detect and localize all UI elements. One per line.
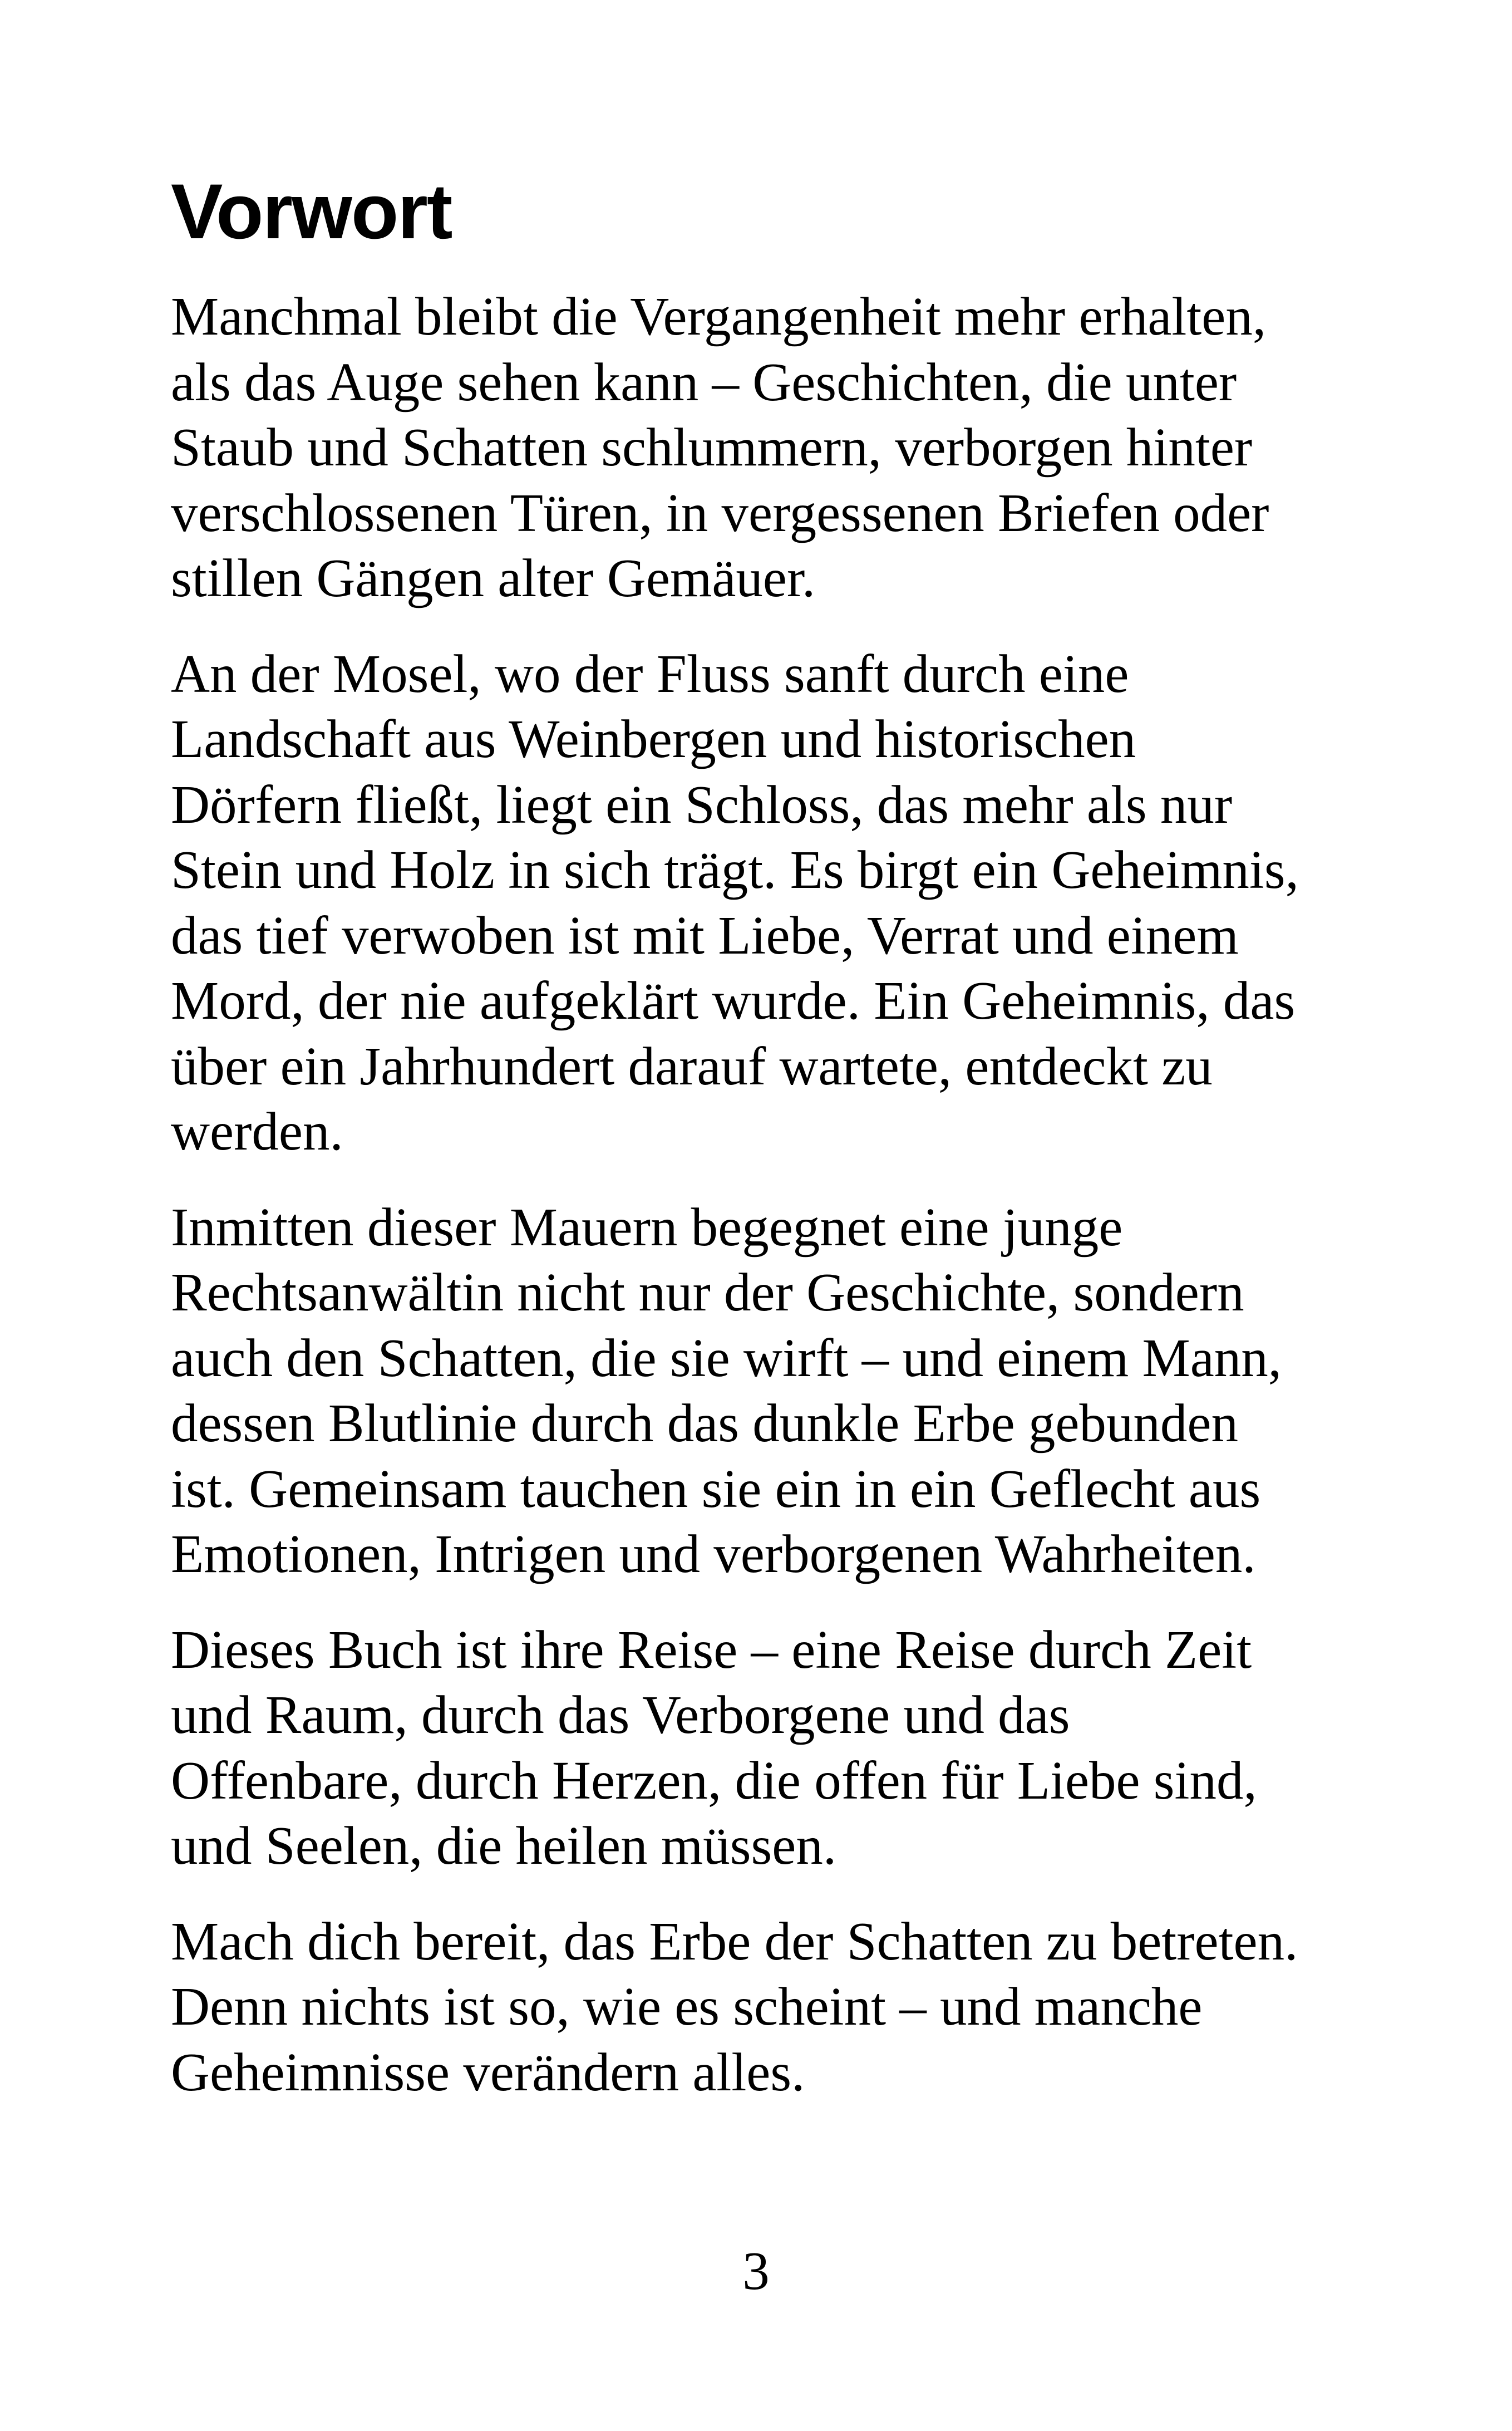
text-line: Dieses Buch ist ihre Reise – eine Reise durch Zeit	[171, 1619, 1252, 1679]
paragraph-3	[171, 1195, 1395, 1587]
text-line: auch den Schatten, die sie wirft – und einem Mann,	[171, 1328, 1282, 1388]
text-line: stillen Gängen alter Gemäuer.	[171, 548, 816, 608]
text-line: verschlossenen Türen, in vergessenen Briefen oder	[171, 483, 1269, 543]
text-line: Staub und Schatten schlummern, verborgen hinter	[171, 418, 1253, 477]
text-line: Stein und Holz in sich trägt. Es birgt ein Geheimnis,	[171, 840, 1299, 900]
chapter-heading: Vorwort	[171, 168, 452, 255]
text-line: ist. Gemeinsam tauchen sie ein in ein Geflecht aus	[171, 1458, 1261, 1519]
text-line: Geheimnisse verändern alles.	[171, 2042, 805, 2102]
text-line: An der Mosel, wo der Fluss sanft durch eine	[171, 644, 1129, 704]
text-line: Manchmal bleibt die Vergangenheit mehr erhalten,	[171, 287, 1267, 346]
text-line: Landschaft aus Weinbergen und historischen	[171, 709, 1136, 769]
text-line: dessen Blutlinie durch das dunkle Erbe gebunden	[171, 1393, 1238, 1453]
text-line: Mord, der nie aufgeklärt wurde. Ein Geheimnis, das	[171, 971, 1296, 1030]
text-line: Dörfern fließt, liegt ein Schloss, das mehr als nur	[171, 774, 1233, 834]
paragraph-1	[171, 284, 1395, 611]
paragraph-5	[171, 1909, 1395, 2105]
paragraph-2	[171, 641, 1395, 1165]
text-line: und Raum, durch das Verborgene und das	[171, 1685, 1070, 1745]
text-line: als das Auge sehen kann – Geschichten, die unter	[171, 352, 1237, 412]
text-line: Offenbare, durch Herzen, die offen für Liebe sind,	[171, 1750, 1257, 1810]
text-line: Emotionen, Intrigen und verborgenen Wahrheiten.	[171, 1524, 1256, 1584]
page-number: 3	[742, 2241, 770, 2301]
text-line: Denn nichts ist so, wie es scheint – und manche	[171, 1977, 1203, 2036]
text-line: das tief verwoben ist mit Liebe, Verrat und einem	[171, 905, 1239, 965]
body-text	[171, 284, 1395, 2135]
text-line: werden.	[171, 1102, 343, 1161]
text-line: Inmitten dieser Mauern begegnet eine junge	[171, 1197, 1123, 1257]
text-line: über ein Jahrhundert darauf wartete, entdeckt zu	[171, 1036, 1213, 1096]
text-line: Rechtsanwältin nicht nur der Geschichte, sondern	[171, 1263, 1244, 1322]
text-line: und Seelen, die heilen müssen.	[171, 1816, 837, 1875]
paragraph-4	[171, 1617, 1395, 1879]
text-line: Mach dich bereit, das Erbe der Schatten zu betreten.	[171, 1911, 1298, 1971]
